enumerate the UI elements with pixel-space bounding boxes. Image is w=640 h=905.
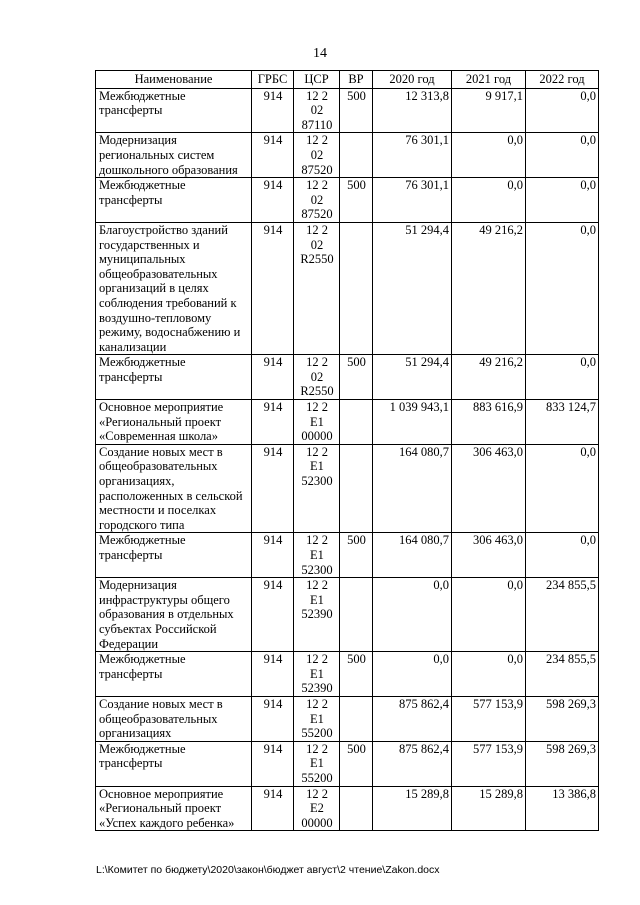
cell-2022: 0,0 [526, 88, 599, 133]
table-row [96, 133, 599, 178]
cell-grbs: 914 [252, 786, 294, 831]
cell-grbs: 914 [252, 88, 294, 133]
cell-2020: 76 301,1 [373, 133, 452, 178]
cell-vr [340, 133, 373, 178]
table-row [96, 400, 599, 445]
table-row [96, 741, 599, 786]
footer-file-path: L:\Комитет по бюджету\2020\закон\бюджет август\2 чтение\Zakon.docx [96, 864, 440, 876]
cell-csr: 12 2 02 87110 [294, 88, 340, 133]
cell-2021: 306 463,0 [452, 533, 526, 578]
cell-grbs: 914 [252, 533, 294, 578]
cell-2022: 234 855,5 [526, 578, 599, 652]
cell-vr [340, 696, 373, 741]
cell-vr: 500 [340, 533, 373, 578]
cell-2022: 0,0 [526, 444, 599, 533]
cell-2022: 13 386,8 [526, 786, 599, 831]
cell-grbs: 914 [252, 578, 294, 652]
cell-grbs: 914 [252, 133, 294, 178]
cell-grbs: 914 [252, 178, 294, 223]
table-row [96, 444, 599, 533]
cell-2021: 0,0 [452, 578, 526, 652]
cell-name: Модернизация инфраструктуры общего образования в отдельных субъектах Российской Федерации [96, 578, 252, 652]
cell-2022: 0,0 [526, 133, 599, 178]
cell-vr: 500 [340, 178, 373, 223]
cell-name: Межбюджетные трансферты [96, 355, 252, 400]
cell-grbs: 914 [252, 741, 294, 786]
cell-2022: 0,0 [526, 533, 599, 578]
cell-vr: 500 [340, 88, 373, 133]
header-vr: ВР [340, 71, 373, 89]
cell-vr [340, 786, 373, 831]
cell-2021: 0,0 [452, 178, 526, 223]
cell-2020: 1 039 943,1 [373, 400, 452, 445]
cell-2021: 306 463,0 [452, 444, 526, 533]
table-row [96, 786, 599, 831]
cell-2020: 76 301,1 [373, 178, 452, 223]
cell-csr: 12 2 E1 00000 [294, 400, 340, 445]
cell-name: Основное мероприятие «Региональный проект «Современная школа» [96, 400, 252, 445]
cell-2020: 12 313,8 [373, 88, 452, 133]
cell-name: Межбюджетные трансферты [96, 178, 252, 223]
cell-grbs: 914 [252, 222, 294, 354]
cell-2022: 598 269,3 [526, 696, 599, 741]
header-name: Наименование [96, 71, 252, 89]
table-header-row [96, 71, 599, 89]
cell-2021: 0,0 [452, 133, 526, 178]
header-2021: 2021 год [452, 71, 526, 89]
cell-name: Основное мероприятие «Региональный проект «Успех каждого ребенка» [96, 786, 252, 831]
cell-2021: 9 917,1 [452, 88, 526, 133]
cell-2022: 0,0 [526, 178, 599, 223]
header-2022: 2022 год [526, 71, 599, 89]
cell-vr [340, 444, 373, 533]
cell-2021: 577 153,9 [452, 741, 526, 786]
cell-2020: 164 080,7 [373, 444, 452, 533]
cell-grbs: 914 [252, 355, 294, 400]
cell-name: Межбюджетные трансферты [96, 741, 252, 786]
cell-name: Модернизация региональных систем дошкольного образования [96, 133, 252, 178]
cell-2020: 0,0 [373, 578, 452, 652]
cell-grbs: 914 [252, 400, 294, 445]
cell-csr: 12 2 02 87520 [294, 133, 340, 178]
cell-2021: 883 616,9 [452, 400, 526, 445]
cell-2020: 164 080,7 [373, 533, 452, 578]
cell-2022: 0,0 [526, 355, 599, 400]
cell-name: Создание новых мест в общеобразовательных организациях [96, 696, 252, 741]
cell-2020: 0,0 [373, 652, 452, 697]
cell-csr: 12 2 02 R2550 [294, 355, 340, 400]
table-body [96, 88, 599, 831]
table-row [96, 578, 599, 652]
cell-vr: 500 [340, 741, 373, 786]
header-csr: ЦСР [294, 71, 340, 89]
cell-2020: 51 294,4 [373, 222, 452, 354]
cell-2021: 15 289,8 [452, 786, 526, 831]
cell-name: Создание новых мест в общеобразовательных организациях, расположенных в сельской местности и поселках городского типа [96, 444, 252, 533]
cell-vr [340, 222, 373, 354]
cell-2020: 51 294,4 [373, 355, 452, 400]
page-number: 14 [313, 46, 327, 61]
cell-2020: 875 862,4 [373, 696, 452, 741]
cell-csr: 12 2 E2 00000 [294, 786, 340, 831]
cell-2021: 0,0 [452, 652, 526, 697]
cell-2021: 577 153,9 [452, 696, 526, 741]
table-row [96, 533, 599, 578]
cell-vr [340, 400, 373, 445]
table-row [96, 178, 599, 223]
header-grbs: ГРБС [252, 71, 294, 89]
cell-2022: 598 269,3 [526, 741, 599, 786]
table-row [96, 222, 599, 354]
table-row [96, 696, 599, 741]
cell-2020: 875 862,4 [373, 741, 452, 786]
table-row [96, 88, 599, 133]
budget-table [95, 70, 599, 831]
cell-grbs: 914 [252, 696, 294, 741]
cell-csr: 12 2 E1 55200 [294, 696, 340, 741]
cell-name: Межбюджетные трансферты [96, 652, 252, 697]
cell-vr: 500 [340, 355, 373, 400]
cell-csr: 12 2 E1 52390 [294, 578, 340, 652]
cell-csr: 12 2 E1 52300 [294, 444, 340, 533]
cell-csr: 12 2 02 R2550 [294, 222, 340, 354]
cell-name: Межбюджетные трансферты [96, 533, 252, 578]
cell-2022: 0,0 [526, 222, 599, 354]
header-2020: 2020 год [373, 71, 452, 89]
cell-2020: 15 289,8 [373, 786, 452, 831]
table-row [96, 355, 599, 400]
cell-name: Межбюджетные трансферты [96, 88, 252, 133]
cell-grbs: 914 [252, 652, 294, 697]
cell-grbs: 914 [252, 444, 294, 533]
cell-vr: 500 [340, 652, 373, 697]
cell-2022: 833 124,7 [526, 400, 599, 445]
table-row [96, 652, 599, 697]
cell-csr: 12 2 E1 55200 [294, 741, 340, 786]
cell-name: Благоустройство зданий государственных и муниципальных общеобразовательных организаций в целях соблюдения требований к воздушно-тепловому режиму, водоснабжению и канализации [96, 222, 252, 354]
cell-2022: 234 855,5 [526, 652, 599, 697]
cell-csr: 12 2 E1 52300 [294, 533, 340, 578]
cell-csr: 12 2 02 87520 [294, 178, 340, 223]
cell-2021: 49 216,2 [452, 222, 526, 354]
cell-csr: 12 2 E1 52390 [294, 652, 340, 697]
cell-vr [340, 578, 373, 652]
cell-2021: 49 216,2 [452, 355, 526, 400]
